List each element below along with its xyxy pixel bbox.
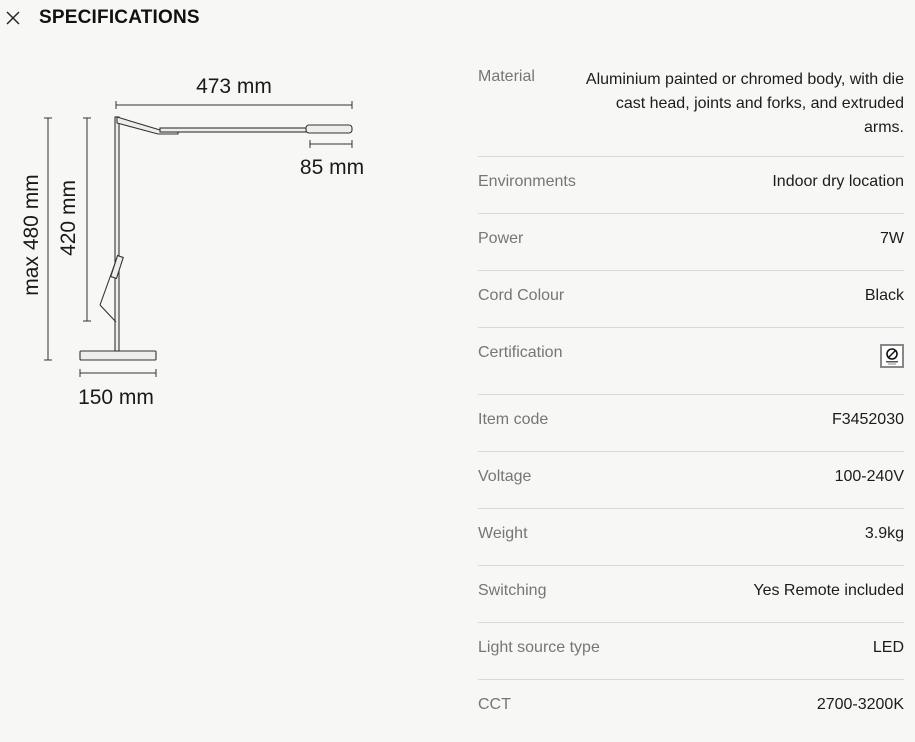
spec-row-light-source-type (478, 623, 904, 680)
head-dimension-label: 85 mm (299, 156, 365, 179)
spec-row-voltage (478, 452, 904, 509)
spec-value: 7W (880, 230, 904, 247)
spec-label: Switching (478, 582, 547, 599)
spec-label: Certification (478, 344, 563, 361)
page-title: SPECIFICATIONS (39, 7, 200, 28)
lamp-dimension-diagram (0, 60, 400, 420)
spec-label: Environments (478, 173, 576, 190)
spec-row-material (478, 58, 904, 157)
spec-value: Black (864, 287, 904, 304)
spec-value: 3.9kg (864, 525, 904, 542)
certification-badge-icon (880, 344, 904, 368)
spec-label: Weight (478, 525, 528, 542)
spec-row-power (478, 214, 904, 271)
spec-row-cct (478, 680, 904, 737)
specifications-list (478, 58, 904, 737)
spec-row-weight (478, 509, 904, 566)
height-dimension-label: 420 mm (57, 180, 80, 256)
spec-label: Material (478, 68, 535, 85)
base-dimension-label: 150 mm (78, 386, 154, 409)
spec-row-item-code (478, 395, 904, 452)
spec-row-certification (478, 328, 904, 395)
close-icon[interactable] (4, 9, 22, 27)
width-dimension-label: 473 mm (196, 75, 272, 98)
spec-label: Item code (478, 411, 549, 428)
lamp-drawing (80, 117, 352, 360)
spec-value: 100-240V (834, 468, 904, 485)
spec-label: Cord Colour (478, 287, 565, 304)
spec-value: Indoor dry location (772, 173, 904, 190)
spec-value: LED (872, 639, 904, 656)
spec-value: 2700-3200K (816, 696, 904, 713)
header (0, 0, 915, 38)
spec-row-environments (478, 157, 904, 214)
spec-row-switching (478, 566, 904, 623)
spec-label: Power (478, 230, 524, 247)
spec-value: F3452030 (831, 411, 904, 428)
spec-value: Yes Remote included (753, 582, 904, 599)
spec-row-cord-colour (478, 271, 904, 328)
spec-label: CCT (478, 696, 511, 713)
spec-label: Light source type (478, 639, 600, 656)
spec-value: Aluminium painted or chromed body, with die cast head, joints and forks, and extruded arms. (585, 71, 904, 136)
spec-label: Voltage (478, 468, 532, 485)
max-height-dimension-label: max 480 mm (20, 174, 43, 296)
